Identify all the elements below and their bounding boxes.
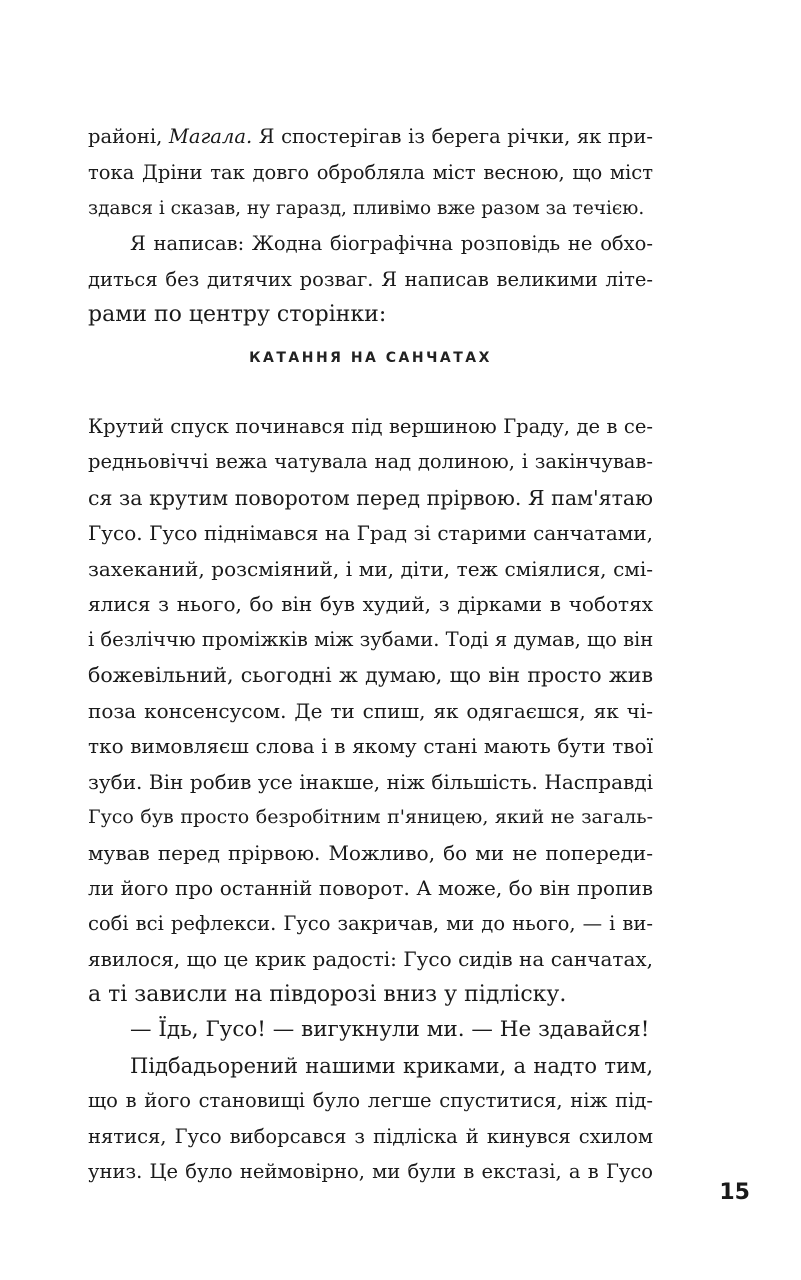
section-heading: КАТАННЯ НА САНЧАТАХ (249, 350, 492, 366)
paragraph-2-line-3: рами по центру сторінки: (88, 302, 387, 327)
paragraph-3-line: Крутий спуск починався під вершиною Граду, де в се- (88, 415, 653, 438)
paragraph-3-line: Гусо був просто безробітним п'яницею, який не загаль- (88, 806, 653, 828)
paragraph-1-line-1 (88, 122, 653, 152)
paragraph-1-line-2: тока Дріни так довго обробляла міст весною, що міст (88, 161, 653, 184)
paragraph-3-line: собі всі рефлекси. Гусо закричав, ми до нього, — і ви- (88, 912, 653, 935)
page-number: 15 (719, 1180, 750, 1205)
paragraph-3-line: Гусо. Гусо піднімався на Град зі старими санчатами, (88, 521, 653, 545)
paragraph-3-line: ли його про останній поворот. А може, бо він пропив (88, 876, 653, 900)
paragraph-3-line: явилося, що це крик радості: Гусо сидів на санчатах, (88, 947, 653, 971)
paragraph-3-line: ялися з нього, бо він був худий, з дірками в чоботях (88, 592, 653, 616)
text-span: Я спостерігав із берега річки, як при- (252, 125, 653, 148)
paragraph-2-line-2: диться без дитячих розваг. Я написав великими літе- (88, 268, 653, 291)
paragraph-4-line-1: Підбадьорений нашими криками, а надто тим, (130, 1054, 653, 1078)
paragraph-3-line: божевільний, сьогодні ж думаю, що він просто жив (88, 663, 653, 687)
dialogue-line: — Їдь, Гусо! — вигукнули ми. — Не здавайся! (130, 1017, 650, 1042)
paragraph-3-line: редньовіччі вежа чатувала над долиною, і закінчував- (88, 450, 653, 473)
paragraph-3-line: захеканий, розсміяний, і ми, діти, теж сміялися, смі- (88, 557, 653, 581)
paragraph-1-line-3: здався і сказав, ну гаразд, пливімо вже разом за течією. (88, 198, 645, 219)
text-span: районі, (88, 125, 169, 148)
paragraph-4-line-2: що в його становищі було легше спуститися, ніж під- (88, 1089, 653, 1112)
paragraph-3-line: мував перед прірвою. Можливо, бо ми не попереди- (88, 841, 653, 865)
paragraph-3-line: поза консенсусом. Де ти спиш, як одягаєшся, як чі- (88, 699, 653, 723)
paragraph-3-line: і безліччю проміжків між зубами. Тоді я думав, що він (88, 628, 653, 651)
paragraph-2-line-1: Я написав: Жодна біографічна розповідь не обхо- (130, 232, 653, 255)
paragraph-3-line: зуби. Він робив усе інакше, ніж більшість. Насправді (88, 770, 653, 794)
paragraph-4-line-3: нятися, Гусо виборсався з підліска й кинувся схилом (88, 1125, 653, 1148)
paragraph-3-line: ся за крутим поворотом перед прірвою. Я пам'ятаю (88, 486, 653, 510)
paragraph-3-line: а ті зависли на півдорозі вниз у підліску. (88, 982, 567, 1007)
paragraph-3-line: тко вимовляєш слова і в якому стані мають бути твої (88, 734, 653, 758)
paragraph-4-line-4: униз. Це було неймовірно, ми були в екстазі, а в Гусо (88, 1160, 653, 1183)
italic-place-name: Магала. (168, 125, 253, 148)
